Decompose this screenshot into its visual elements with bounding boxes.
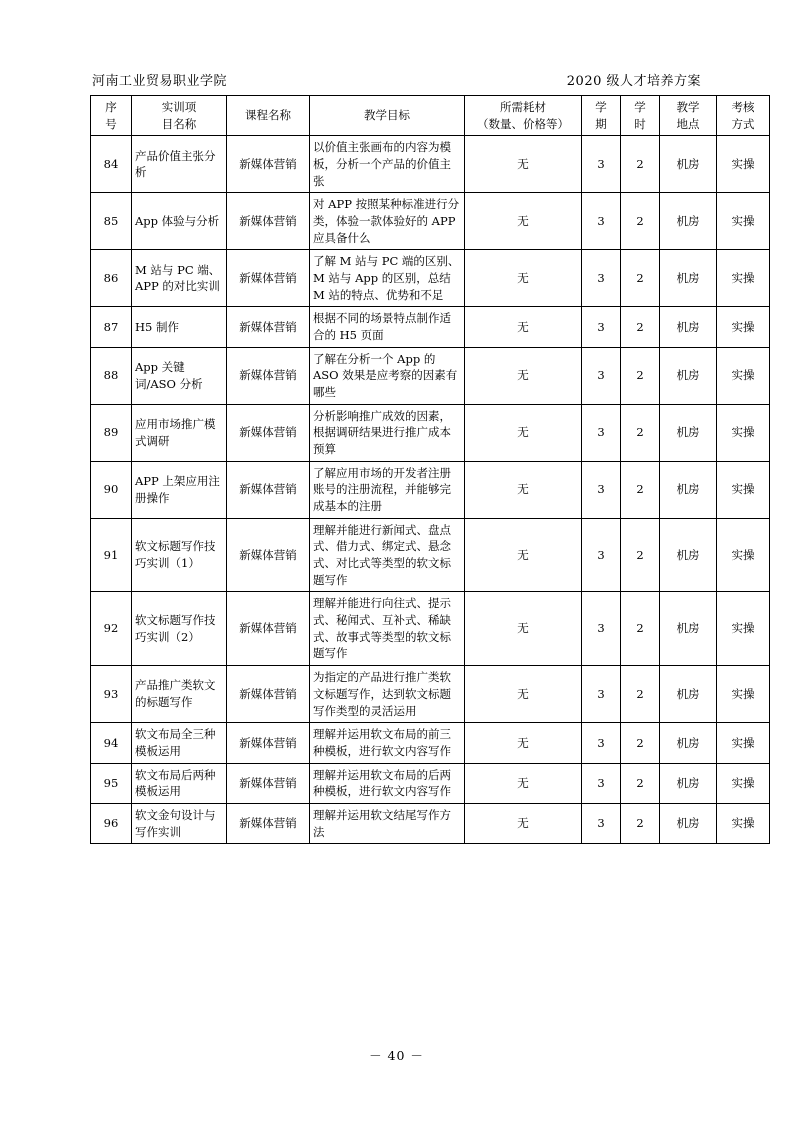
cell-hours: 2 — [621, 250, 660, 307]
cell-material: 无 — [465, 136, 582, 193]
column-header-exam-line1: 考核 — [731, 100, 755, 114]
cell-material: 无 — [465, 404, 582, 461]
cell-place: 机房 — [660, 518, 717, 592]
cell-term: 3 — [582, 723, 621, 763]
table-row — [91, 250, 770, 307]
cell-seq: 91 — [91, 518, 132, 592]
cell-hours: 2 — [621, 461, 660, 518]
cell-material: 无 — [465, 193, 582, 250]
cell-course: 新媒体营销 — [227, 193, 310, 250]
cell-item: M 站与 PC 端、APP 的对比实训 — [132, 250, 227, 307]
table-row — [91, 461, 770, 518]
cell-term: 3 — [582, 136, 621, 193]
cell-term: 3 — [582, 307, 621, 347]
column-header-place-line2: 地点 — [676, 116, 700, 131]
column-header-hours-line1: 学 — [634, 100, 646, 114]
cell-hours: 2 — [621, 592, 660, 666]
column-header-term-line1: 学 — [595, 100, 607, 114]
cell-material: 无 — [465, 592, 582, 666]
cell-term: 3 — [582, 518, 621, 592]
column-header-material — [465, 96, 582, 136]
cell-exam: 实操 — [717, 307, 770, 347]
cell-item: 软文布局全三种模板运用 — [132, 723, 227, 763]
table-row — [91, 592, 770, 666]
cell-goal: 了解 M 站与 PC 端的区别、M 站与 App 的区别，总结 M 站的特点、优势和不足 — [310, 250, 465, 307]
cell-exam: 实操 — [717, 803, 770, 843]
column-header-material-line2: （数量、价格等） — [477, 116, 569, 131]
cell-item: 软文金句设计与写作实训 — [132, 803, 227, 843]
cell-exam: 实操 — [717, 592, 770, 666]
cell-course: 新媒体营销 — [227, 592, 310, 666]
cell-term: 3 — [582, 461, 621, 518]
cell-item: 软文标题写作技巧实训（1） — [132, 518, 227, 592]
page-number: － 40 － — [369, 1048, 424, 1063]
cell-item: 应用市场推广模式调研 — [132, 404, 227, 461]
cell-seq: 90 — [91, 461, 132, 518]
cell-place: 机房 — [660, 307, 717, 347]
cell-exam: 实操 — [717, 193, 770, 250]
cell-goal: 了解应用市场的开发者注册账号的注册流程，并能够完成基本的注册 — [310, 461, 465, 518]
cell-place: 机房 — [660, 136, 717, 193]
cell-course: 新媒体营销 — [227, 763, 310, 803]
cell-hours: 2 — [621, 136, 660, 193]
cell-goal: 为指定的产品进行推广类软文标题写作，达到软文标题写作类型的灵活运用 — [310, 666, 465, 723]
table-body — [91, 136, 770, 844]
cell-goal: 了解在分析一个 App 的 ASO 效果是应考察的因素有哪些 — [310, 347, 465, 404]
cell-material: 无 — [465, 307, 582, 347]
cell-course: 新媒体营销 — [227, 404, 310, 461]
column-header-seq-line2: 号 — [105, 116, 117, 131]
cell-goal: 理解并能进行向往式、提示式、秘闻式、互补式、稀缺式、故事式等类型的软文标题写作 — [310, 592, 465, 666]
cell-course: 新媒体营销 — [227, 803, 310, 843]
cell-material: 无 — [465, 666, 582, 723]
cell-course: 新媒体营销 — [227, 307, 310, 347]
cell-hours: 2 — [621, 518, 660, 592]
table-row — [91, 193, 770, 250]
cell-exam: 实操 — [717, 404, 770, 461]
cell-seq: 92 — [91, 592, 132, 666]
cell-term: 3 — [582, 250, 621, 307]
cell-goal: 对 APP 按照某种标准进行分类，体验一款体验好的 APP 应具备什么 — [310, 193, 465, 250]
cell-seq: 96 — [91, 803, 132, 843]
cell-exam: 实操 — [717, 518, 770, 592]
cell-place: 机房 — [660, 592, 717, 666]
cell-seq: 88 — [91, 347, 132, 404]
column-header-hours-line2: 时 — [634, 116, 646, 131]
cell-hours: 2 — [621, 723, 660, 763]
cell-item: H5 制作 — [132, 307, 227, 347]
cell-seq: 85 — [91, 193, 132, 250]
column-header-item-line2: 目名称 — [161, 116, 197, 131]
cell-course: 新媒体营销 — [227, 347, 310, 404]
cell-hours: 2 — [621, 347, 660, 404]
cell-exam: 实操 — [717, 461, 770, 518]
header-institution: 河南工业贸易职业学院 — [92, 74, 228, 89]
cell-item: 产品价值主张分析 — [132, 136, 227, 193]
table-header-row — [91, 96, 770, 136]
column-header-exam — [717, 96, 770, 136]
header-document-title: 2020 级人才培养方案 — [566, 74, 701, 89]
table-row — [91, 136, 770, 193]
cell-hours: 2 — [621, 404, 660, 461]
cell-item: 软文布局后两种模板运用 — [132, 763, 227, 803]
column-header-seq — [91, 96, 132, 136]
cell-term: 3 — [582, 347, 621, 404]
column-header-place-line1: 教学 — [676, 100, 700, 114]
cell-term: 3 — [582, 193, 621, 250]
cell-exam: 实操 — [717, 723, 770, 763]
cell-goal: 根据不同的场景特点制作适合的 H5 页面 — [310, 307, 465, 347]
cell-material: 无 — [465, 763, 582, 803]
table-row — [91, 763, 770, 803]
cell-course: 新媒体营销 — [227, 723, 310, 763]
cell-seq: 94 — [91, 723, 132, 763]
cell-hours: 2 — [621, 193, 660, 250]
cell-place: 机房 — [660, 763, 717, 803]
cell-goal: 理解并运用软文布局的前三种模板，进行软文内容写作 — [310, 723, 465, 763]
cell-hours: 2 — [621, 307, 660, 347]
cell-course: 新媒体营销 — [227, 518, 310, 592]
cell-place: 机房 — [660, 666, 717, 723]
cell-item: App 关键词/ASO 分析 — [132, 347, 227, 404]
training-projects-table — [90, 95, 770, 844]
column-header-exam-line2: 方式 — [731, 116, 755, 131]
table-row — [91, 666, 770, 723]
cell-material: 无 — [465, 803, 582, 843]
cell-goal: 以价值主张画布的内容为模板，分析一个产品的价值主张 — [310, 136, 465, 193]
cell-material: 无 — [465, 723, 582, 763]
cell-term: 3 — [582, 592, 621, 666]
column-header-goal: 教学目标 — [310, 96, 465, 136]
table-row — [91, 803, 770, 843]
cell-course: 新媒体营销 — [227, 461, 310, 518]
cell-course: 新媒体营销 — [227, 666, 310, 723]
cell-hours: 2 — [621, 803, 660, 843]
cell-term: 3 — [582, 404, 621, 461]
cell-item: 软文标题写作技巧实训（2） — [132, 592, 227, 666]
cell-item: App 体验与分析 — [132, 193, 227, 250]
cell-course: 新媒体营销 — [227, 136, 310, 193]
cell-exam: 实操 — [717, 136, 770, 193]
cell-term: 3 — [582, 666, 621, 723]
cell-item: APP 上架应用注册操作 — [132, 461, 227, 518]
page-footer — [0, 1046, 793, 1064]
cell-place: 机房 — [660, 193, 717, 250]
cell-seq: 95 — [91, 763, 132, 803]
cell-material: 无 — [465, 347, 582, 404]
cell-place: 机房 — [660, 723, 717, 763]
cell-seq: 86 — [91, 250, 132, 307]
cell-goal: 分析影响推广成效的因素，根据调研结果进行推广成本预算 — [310, 404, 465, 461]
cell-course: 新媒体营销 — [227, 250, 310, 307]
cell-item: 产品推广类软文的标题写作 — [132, 666, 227, 723]
column-header-seq-line1: 序 — [105, 100, 117, 114]
column-header-place — [660, 96, 717, 136]
column-header-item-line1: 实训项 — [161, 100, 197, 114]
cell-place: 机房 — [660, 250, 717, 307]
cell-seq: 87 — [91, 307, 132, 347]
cell-seq: 89 — [91, 404, 132, 461]
cell-hours: 2 — [621, 666, 660, 723]
cell-material: 无 — [465, 461, 582, 518]
column-header-term — [582, 96, 621, 136]
cell-place: 机房 — [660, 461, 717, 518]
cell-exam: 实操 — [717, 763, 770, 803]
cell-goal: 理解并运用软文布局的后两种模板，进行软文内容写作 — [310, 763, 465, 803]
column-header-hours — [621, 96, 660, 136]
cell-material: 无 — [465, 518, 582, 592]
cell-term: 3 — [582, 763, 621, 803]
page-header — [90, 70, 703, 89]
column-header-material-line1: 所需耗材 — [500, 100, 546, 114]
table-row — [91, 347, 770, 404]
table-row — [91, 518, 770, 592]
cell-exam: 实操 — [717, 347, 770, 404]
cell-goal: 理解并运用软文结尾写作方法 — [310, 803, 465, 843]
cell-material: 无 — [465, 250, 582, 307]
cell-place: 机房 — [660, 347, 717, 404]
cell-place: 机房 — [660, 803, 717, 843]
cell-seq: 84 — [91, 136, 132, 193]
cell-exam: 实操 — [717, 250, 770, 307]
cell-hours: 2 — [621, 763, 660, 803]
column-header-term-line2: 期 — [595, 116, 607, 131]
column-header-item — [132, 96, 227, 136]
table-row — [91, 404, 770, 461]
cell-exam: 实操 — [717, 666, 770, 723]
cell-seq: 93 — [91, 666, 132, 723]
cell-place: 机房 — [660, 404, 717, 461]
column-header-course: 课程名称 — [227, 96, 310, 136]
cell-term: 3 — [582, 803, 621, 843]
table-row — [91, 307, 770, 347]
table-header — [91, 96, 770, 136]
table-row — [91, 723, 770, 763]
cell-goal: 理解并能进行新闻式、盘点式、借力式、绑定式、悬念式、对比式等类型的软文标题写作 — [310, 518, 465, 592]
